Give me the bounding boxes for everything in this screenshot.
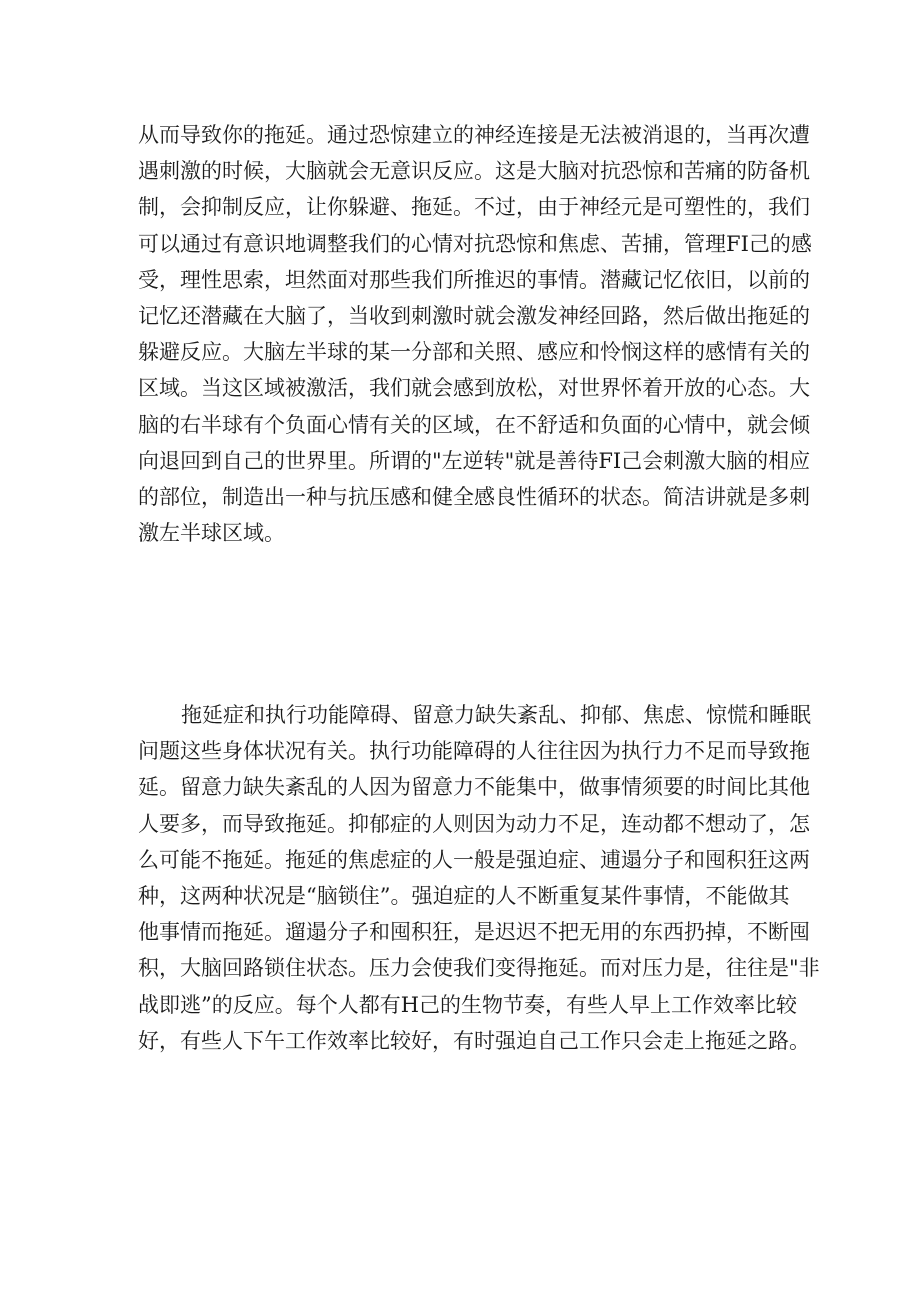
text-line: 么可能不拖延。拖延的焦虑症的人一般是强迫症、逋遢分子和囤积狂这两 [138,847,810,872]
text-line: 可以通过有意识地调整我们的心情对抗恐惊和焦虑、苦捕，管理FI己的感 [138,231,812,256]
text-line: 遇刺激的时候，大脑就会无意识反应。这是大脑对抗恐惊和苦痛的防备机 [138,159,810,184]
text-line: 人要多，而导致拖延。抑郁症的人则因为动力不足，连动都不想动了，怎 [138,811,810,836]
text-line: 他事情而拖延。遛遢分子和囤积狂，是迟迟不把无用的东西扔掉，不断囤 [138,920,810,945]
text-line: 拖延症和执行功能障碍、留意力缺失紊乱、抑郁、焦虑、惊慌和睡眠 [181,703,811,727]
text-line: 从而导致你的拖延。通过恐惊建立的神经连接是无法被消退的，当再次遭 [138,123,810,147]
text-line: 战即逃”的反应。每个人都有H己的生物节奏，有些人早上工作效率比较 [138,992,798,1017]
text-line: 制，会抑制反应，让你躲避、拖延。不过，由于神经元是可塑性的，我们 [138,195,810,220]
text-line: 积，大脑回路锁住状态。压力会使我们变得拖延。而对压力是，往往是"非 [138,956,820,981]
text-line: 激左半球区域。 [138,521,285,546]
text-line: 受，理性思索，坦然面对那些我们所推迟的事情。潜藏记忆依旧，以前的 [138,267,810,292]
text-line: 的部位，制造出一种与抗压感和健全感良性循环的状态。简洁讲就是多刺 [138,484,810,509]
text-line: 延。留意力缺失紊乱的人因为留意力不能集中，做事情须要的时间比其他 [138,775,810,800]
text-line: 脑的右半球有个负面心情有关的区域，在不舒适和负面的心情中，就会倾 [138,412,810,437]
text-line: 区域。当这区域被激活，我们就会感到放松，对世界怀着开放的心态。大 [138,376,810,401]
text-line: 躲避反应。大脑左半球的某一分部和关照、感应和怜悯这样的感情有关的 [138,340,810,365]
text-line: 种，这两种状况是“脑锁住”。强迫症的人不断重复某件事情，不能做其 [138,883,790,908]
paragraph-1 [138,117,812,551]
text-line: 好，有些人下午工作效率比较好，有时强迫自己工作只会走上拖延之路。 [138,1028,810,1053]
paragraph-2 [138,697,820,1059]
text-line: 向退回到自己的世界里。所谓的"左逆转"就是善待FI己会刺激大脑的相应 [138,448,811,473]
text-line: 问题这些身体状况有关。执行功能障碍的人往往因为执行力不足而导致拖 [138,739,810,764]
text-line: 记忆还潜藏在大脑了，当收到刺激时就会激发神经回路，然后做出拖延的 [138,303,810,328]
